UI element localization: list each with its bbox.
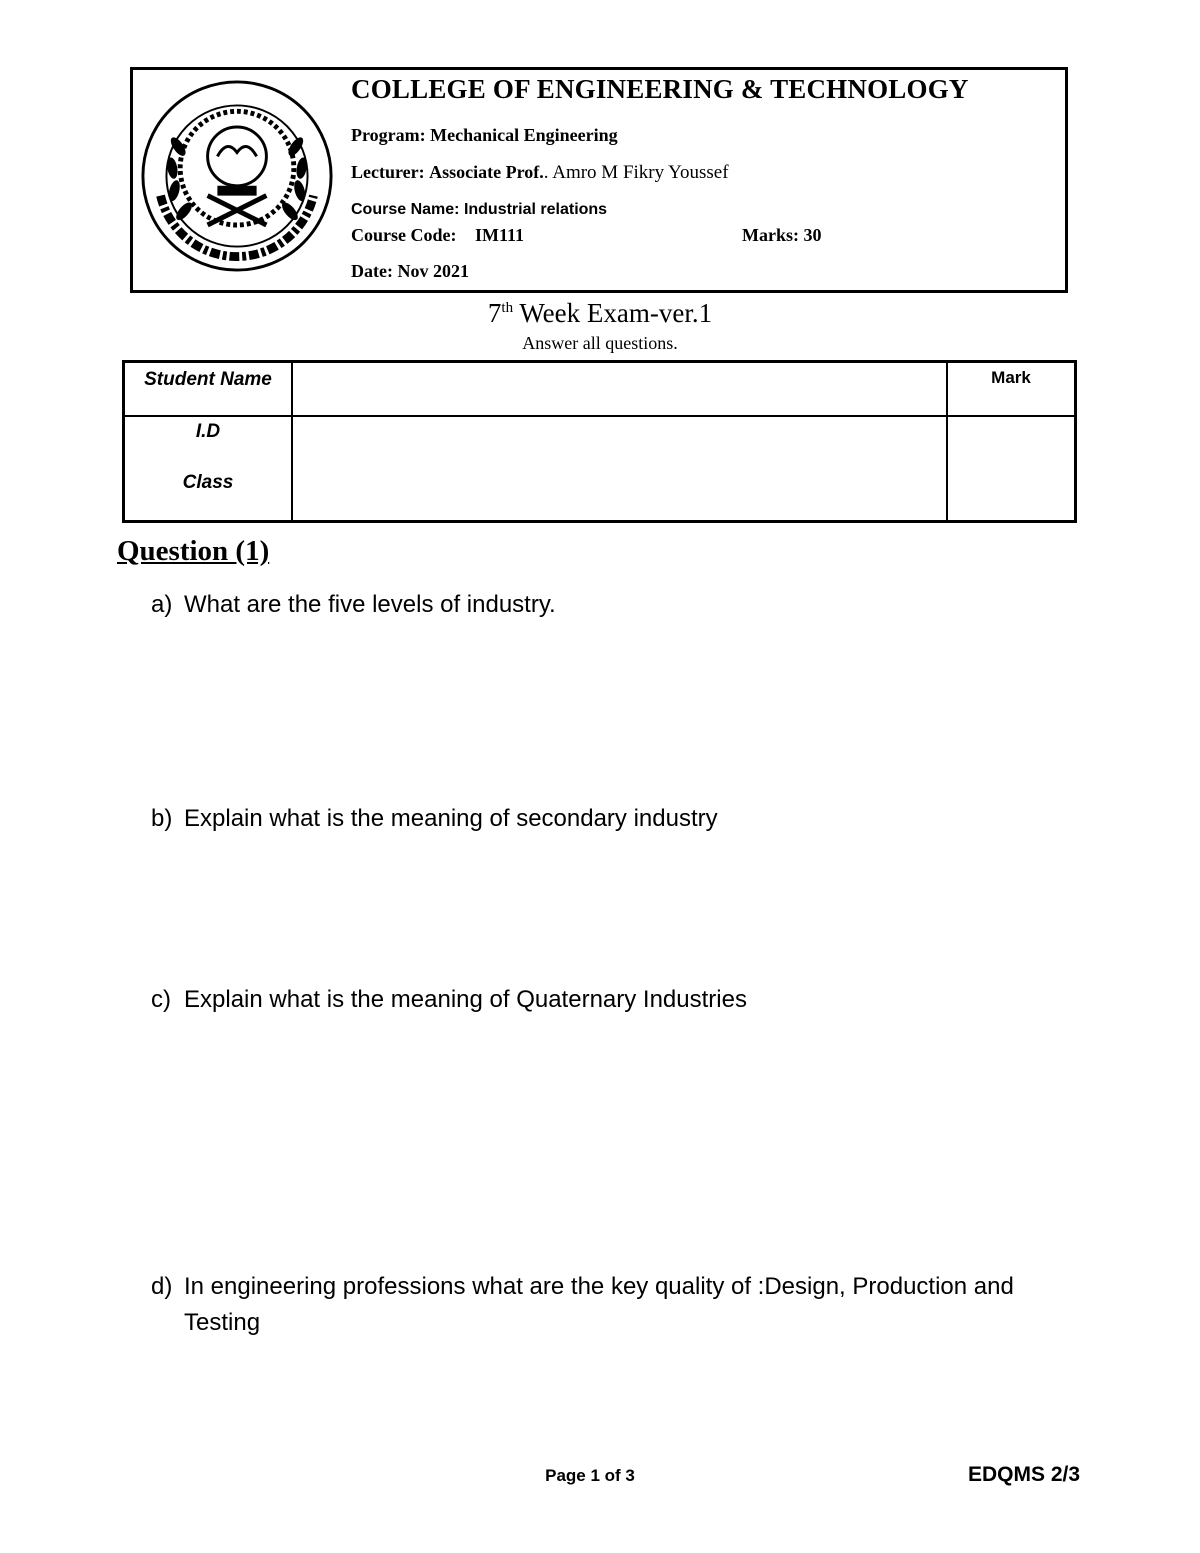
lecturer-name: . Amro M Fikry Youssef <box>543 162 729 183</box>
question-letter: d) <box>151 1273 173 1300</box>
date-value: Nov 2021 <box>397 261 469 281</box>
question-heading: Question (1) <box>117 535 270 567</box>
course-code-value: IM111 <box>475 225 525 245</box>
program-line <box>351 125 618 146</box>
course-name-line <box>351 201 607 219</box>
question-item <box>151 587 1081 623</box>
marks-value: 30 <box>803 225 822 245</box>
college-title: COLLEGE OF ENGINEERING & TECHNOLOGY <box>351 74 969 104</box>
exam-instruction: Answer all questions. <box>522 333 678 353</box>
question-item <box>151 982 1081 1018</box>
id-class-field[interactable] <box>292 416 947 522</box>
id-class-label-cell <box>124 416 293 522</box>
date-line <box>351 261 469 282</box>
question-text: What are the five levels of industry. <box>184 591 556 618</box>
class-label: Class <box>182 471 234 493</box>
lecturer-label: Lecturer: <box>351 162 425 182</box>
mark-field[interactable] <box>947 416 1076 522</box>
question-letter: a) <box>151 591 173 618</box>
student-name-label: Student Name <box>144 369 272 390</box>
question-item <box>151 1269 1081 1341</box>
mark-label: Mark <box>991 368 1031 387</box>
question-item <box>151 801 1081 837</box>
date-label: Date: <box>351 261 393 281</box>
question-letter: c) <box>151 986 171 1013</box>
student-info-table <box>122 360 1077 523</box>
page-number: Page 1 of 3 <box>545 1466 635 1485</box>
lecturer-title: Associate Prof. <box>429 162 544 182</box>
student-name-label-cell <box>124 362 293 416</box>
course-name-label: Course Name: <box>351 201 460 218</box>
question-text: In engineering professions what are the key quality of :Design, Production and Testing <box>184 1273 1014 1336</box>
exam-title-text: Week Exam-ver.1 <box>513 298 713 328</box>
marks-line <box>742 225 822 246</box>
course-code-line <box>351 225 524 246</box>
lecturer-line <box>351 162 729 184</box>
academy-logo <box>139 78 335 274</box>
exam-title <box>0 298 1200 329</box>
program-value: Mechanical Engineering <box>430 125 618 145</box>
id-label: I.D <box>195 420 221 442</box>
course-code-label: Course Code: <box>351 225 457 245</box>
program-label: Program: <box>351 125 426 145</box>
student-name-field[interactable] <box>292 362 947 416</box>
document-code: EDQMS 2/3 <box>968 1463 1081 1486</box>
header-box <box>130 67 1068 293</box>
week-suffix: th <box>501 300 514 316</box>
course-name-value: Industrial relations <box>463 201 608 218</box>
question-text: Explain what is the meaning of Quaternary Industries <box>184 986 747 1013</box>
question-text: Explain what is the meaning of secondary industry <box>184 805 718 832</box>
marks-label: Marks: <box>742 225 799 245</box>
mark-label-cell <box>947 362 1076 416</box>
week-number: 7 <box>487 298 502 328</box>
question-letter: b) <box>151 805 173 832</box>
